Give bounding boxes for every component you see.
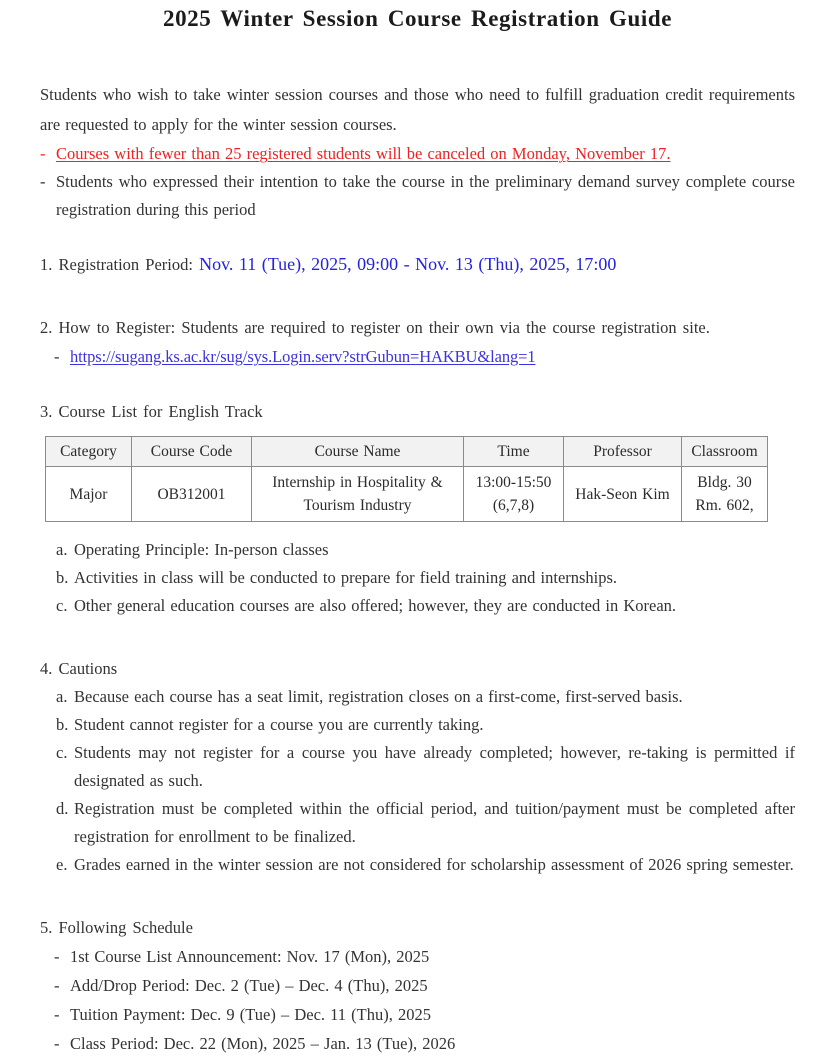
column-header-time: Time <box>464 437 564 467</box>
section-heading: Following Schedule <box>58 918 193 937</box>
dash-marker: - <box>54 976 60 995</box>
caution-item-b-text: Student cannot register for a course you are currently taking. <box>74 715 484 734</box>
registration-period-value: Nov. 11 (Tue), 2025, 09:00 - Nov. 13 (Thu), 2025, 17:00 <box>199 254 617 274</box>
caution-item-c-text: Students may not register for a course you have already completed; however, re-taking is permitted if designated as such. <box>74 743 795 790</box>
caution-item-e-text: Grades earned in the winter session are not considered for scholarship assessment of 2026 spring semester. <box>74 855 794 874</box>
schedule-item-tuition-payment-text: Tuition Payment: Dec. 9 (Tue) – Dec. 11 (Thu), 2025 <box>70 1005 431 1024</box>
caution-item-d-text: Registration must be completed within the official period, and tuition/payment must be completed after registration for enrollment to be finalized. <box>74 799 795 846</box>
spacer <box>40 522 795 536</box>
section-cautions <box>40 654 795 683</box>
section-number: 2. <box>40 318 53 337</box>
page-title: 2025 Winter Session Course Registration Guide <box>162 6 673 31</box>
course-note-c-text: Other general education courses are also offered; however, they are conducted in Korean. <box>74 596 677 615</box>
course-note-b <box>40 564 795 592</box>
section-number: 5. <box>40 918 53 937</box>
caution-item-a <box>40 683 795 711</box>
section-number: 4. <box>40 659 53 678</box>
intro-paragraph: Students who wish to take winter session courses and those who need to fulfill graduation credit requirements are requested to apply for the winter session courses. <box>40 85 795 134</box>
schedule-item-tuition-payment <box>40 1000 795 1029</box>
registration-site-link[interactable]: https://sugang.ks.ac.kr/sug/sys.Login.serv?strGubun=HAKBU&lang=1 <box>70 347 536 366</box>
list-marker: a. <box>56 540 68 559</box>
schedule-item-announcement-text: 1st Course List Announcement: Nov. 17 (Mon), 2025 <box>70 947 430 966</box>
dash-marker: - <box>54 947 60 966</box>
caution-item-c <box>40 739 795 795</box>
caution-item-e <box>40 851 795 879</box>
section-label: How to Register: <box>58 318 176 337</box>
cell-classroom <box>682 467 768 522</box>
column-header-classroom: Classroom <box>682 437 768 467</box>
section-heading: Course List for English Track <box>58 402 263 421</box>
spacer <box>40 279 795 313</box>
list-marker: a. <box>56 687 68 706</box>
course-list-table <box>45 436 768 522</box>
spacer <box>40 879 795 913</box>
section-registration-period <box>40 250 795 279</box>
cell-category: Major <box>46 467 132 522</box>
cell-time <box>464 467 564 522</box>
column-header-category: Category <box>46 437 132 467</box>
cancellation-notice <box>40 140 795 168</box>
column-header-professor: Professor <box>564 437 682 467</box>
column-header-course-code: Course Code <box>132 437 252 467</box>
schedule-item-announcement <box>40 942 795 971</box>
list-marker: b. <box>56 715 69 734</box>
section-number: 1. <box>40 255 53 274</box>
list-marker: b. <box>56 568 69 587</box>
caution-item-a-text: Because each course has a seat limit, registration closes on a first-come, first-served basis. <box>74 687 683 706</box>
section-number: 3. <box>40 402 53 421</box>
cancellation-notice-text: Courses with fewer than 25 registered students will be canceled on Monday, November 17. <box>56 144 671 163</box>
classroom-line-1: Bldg. 30 <box>697 474 752 491</box>
spacer <box>40 620 795 654</box>
cell-professor: Hak-Seon Kim <box>564 467 682 522</box>
list-marker: e. <box>56 855 68 874</box>
schedule-item-add-drop <box>40 971 795 1000</box>
classroom-line-2: Rm. 602, <box>695 497 754 514</box>
spacer <box>40 224 795 250</box>
dash-marker: - <box>54 1005 60 1024</box>
dash-marker: - <box>40 172 46 191</box>
section-label: Registration Period: <box>58 255 193 274</box>
cell-course-name <box>252 467 464 522</box>
column-header-course-name: Course Name <box>252 437 464 467</box>
schedule-item-class-period <box>40 1029 795 1058</box>
list-marker: d. <box>56 799 69 818</box>
list-marker: c. <box>56 596 68 615</box>
registration-site-row <box>40 342 795 371</box>
table-header-row <box>46 437 768 467</box>
dash-marker: - <box>54 1034 60 1053</box>
how-to-register-text: Students are required to register on their own via the course registration site. <box>181 318 710 337</box>
dash-marker: - <box>54 347 60 366</box>
demand-survey-notice <box>40 168 795 224</box>
table-row <box>46 467 768 522</box>
section-following-schedule <box>40 913 795 942</box>
course-note-a-text: Operating Principle: In-person classes <box>74 540 329 559</box>
time-line-2: (6,7,8) <box>492 497 535 514</box>
demand-survey-notice-text: Students who expressed their intention to take the course in the preliminary demand survey complete course registration during this period <box>56 172 795 219</box>
course-name-line-2: Tourism Industry <box>303 497 412 514</box>
course-note-a <box>40 536 795 564</box>
caution-item-b <box>40 711 795 739</box>
section-course-list <box>40 397 795 426</box>
list-marker: c. <box>56 743 68 762</box>
spacer <box>40 371 795 397</box>
cell-course-code: OB312001 <box>132 467 252 522</box>
time-line-1: 13:00-15:50 <box>475 474 552 491</box>
course-note-c <box>40 592 795 620</box>
schedule-item-class-period-text: Class Period: Dec. 22 (Mon), 2025 – Jan. 13 (Tue), 2026 <box>70 1034 456 1053</box>
course-name-line-1: Internship in Hospitality & <box>272 474 443 491</box>
schedule-item-add-drop-text: Add/Drop Period: Dec. 2 (Tue) – Dec. 4 (Thu), 2025 <box>70 976 428 995</box>
caution-item-d <box>40 795 795 851</box>
course-note-b-text: Activities in class will be conducted to prepare for field training and internships. <box>74 568 618 587</box>
section-heading: Cautions <box>58 659 118 678</box>
dash-marker: - <box>40 144 46 163</box>
section-how-to-register <box>40 313 795 342</box>
